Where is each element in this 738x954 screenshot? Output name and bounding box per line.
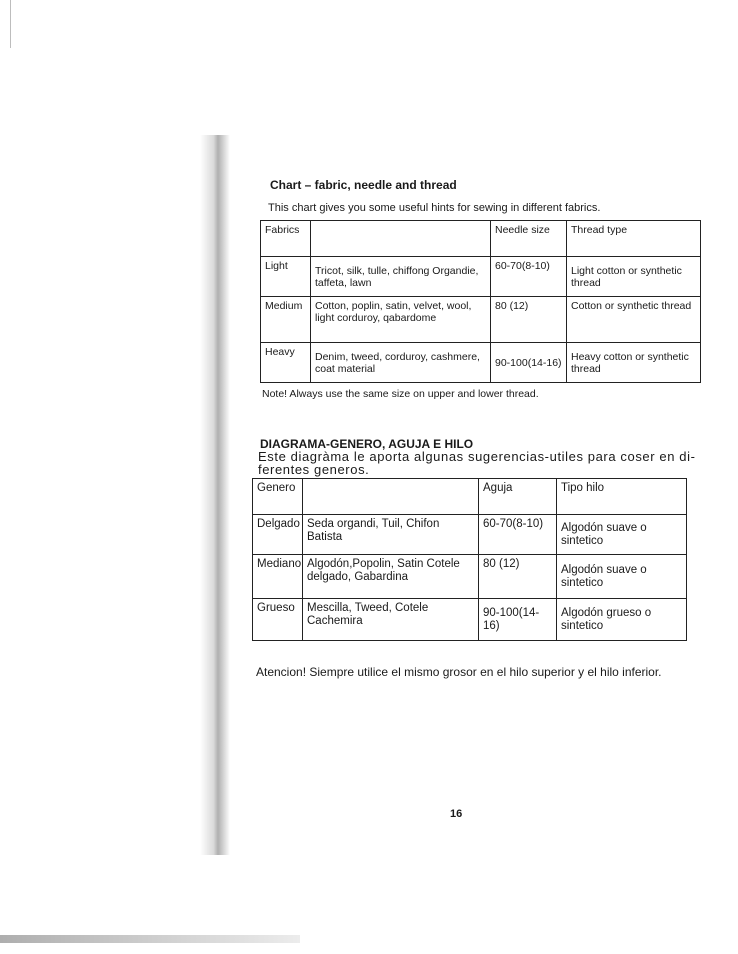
thread-type-cell: Light cotton or synthetic thread — [567, 257, 701, 297]
genero-cell: Delgado — [253, 515, 303, 555]
english-chart-table — [260, 220, 701, 383]
spanish-intro-line2: ferentes generos. — [258, 462, 370, 477]
tipo-hilo-cell: Algodón suave o sintetico — [557, 555, 687, 599]
needle-size-cell: 90-100(14-16) — [491, 343, 567, 383]
tipos-cell: Mescilla, Tweed, Cotele Cachemira — [303, 599, 479, 641]
thread-type-cell: Heavy cotton or synthetic thread — [567, 343, 701, 383]
genero-cell: Grueso — [253, 599, 303, 641]
page-number: 16 — [450, 808, 463, 820]
aguja-cell: 80 (12) — [479, 555, 557, 599]
english-intro: This chart gives you some useful hints for sewing in different fabrics. — [268, 202, 601, 214]
spanish-header-row — [253, 479, 687, 515]
aguja-cell: 60-70(8-10) — [479, 515, 557, 555]
header-fabric-types — [311, 221, 491, 257]
fabric-weight-cell: Light — [261, 257, 311, 297]
fabric-weight-cell: Heavy — [261, 343, 311, 383]
english-note: Note! Always use the same size on upper and lower thread. — [262, 388, 539, 400]
aguja-cell: 90-100(14-16) — [479, 599, 557, 641]
tipo-hilo-cell: Algodón grueso o sintetico — [557, 599, 687, 641]
header-tipo-hilo: Tipo hilo — [557, 479, 687, 515]
binding-shadow — [200, 135, 230, 855]
fabric-types-cell: Denim, tweed, corduroy, cashmere, coat material — [311, 343, 491, 383]
table-row — [253, 555, 687, 599]
needle-size-cell: 80 (12) — [491, 297, 567, 343]
table-row — [261, 257, 701, 297]
fabric-types-cell: Cotton, poplin, satin, velvet, wool, light corduroy, qabardome — [311, 297, 491, 343]
spanish-intro-line1: Este diagràma le aporta algunas sugerencias-utiles para coser en di- — [258, 449, 696, 464]
header-tipos — [303, 479, 479, 515]
table-row — [253, 515, 687, 555]
english-title: Chart – fabric, needle and thread — [270, 178, 457, 192]
genero-cell: Mediano — [253, 555, 303, 599]
tipo-hilo-cell: Algodón suave o sintetico — [557, 515, 687, 555]
thread-type-cell: Cotton or synthetic thread — [567, 297, 701, 343]
table-row — [261, 343, 701, 383]
header-genero: Genero — [253, 479, 303, 515]
table-row — [253, 599, 687, 641]
header-aguja: Aguja — [479, 479, 557, 515]
english-header-row — [261, 221, 701, 257]
scan-edge-mark — [10, 0, 11, 48]
fabric-types-cell: Tricot, silk, tulle, chiffong Organdie, taffeta, lawn — [311, 257, 491, 297]
tipos-cell: Algodón,Popolin, Satin Cotele delgado, Gabardina — [303, 555, 479, 599]
needle-size-cell: 60-70(8-10) — [491, 257, 567, 297]
spanish-title: DIAGRAMA-GENERO, AGUJA E HILO — [260, 437, 474, 451]
table-row — [261, 297, 701, 343]
spanish-note: Atencion! Siempre utilice el mismo grosor en el hilo superior y el hilo inferior. — [256, 665, 662, 679]
spanish-chart-table — [252, 478, 687, 641]
header-fabrics: Fabrics — [261, 221, 311, 257]
scan-bottom-shadow — [0, 935, 300, 943]
header-thread-type: Thread type — [567, 221, 701, 257]
fabric-weight-cell: Medium — [261, 297, 311, 343]
tipos-cell: Seda organdi, Tuil, Chifon Batista — [303, 515, 479, 555]
header-needle-size: Needle size — [491, 221, 567, 257]
